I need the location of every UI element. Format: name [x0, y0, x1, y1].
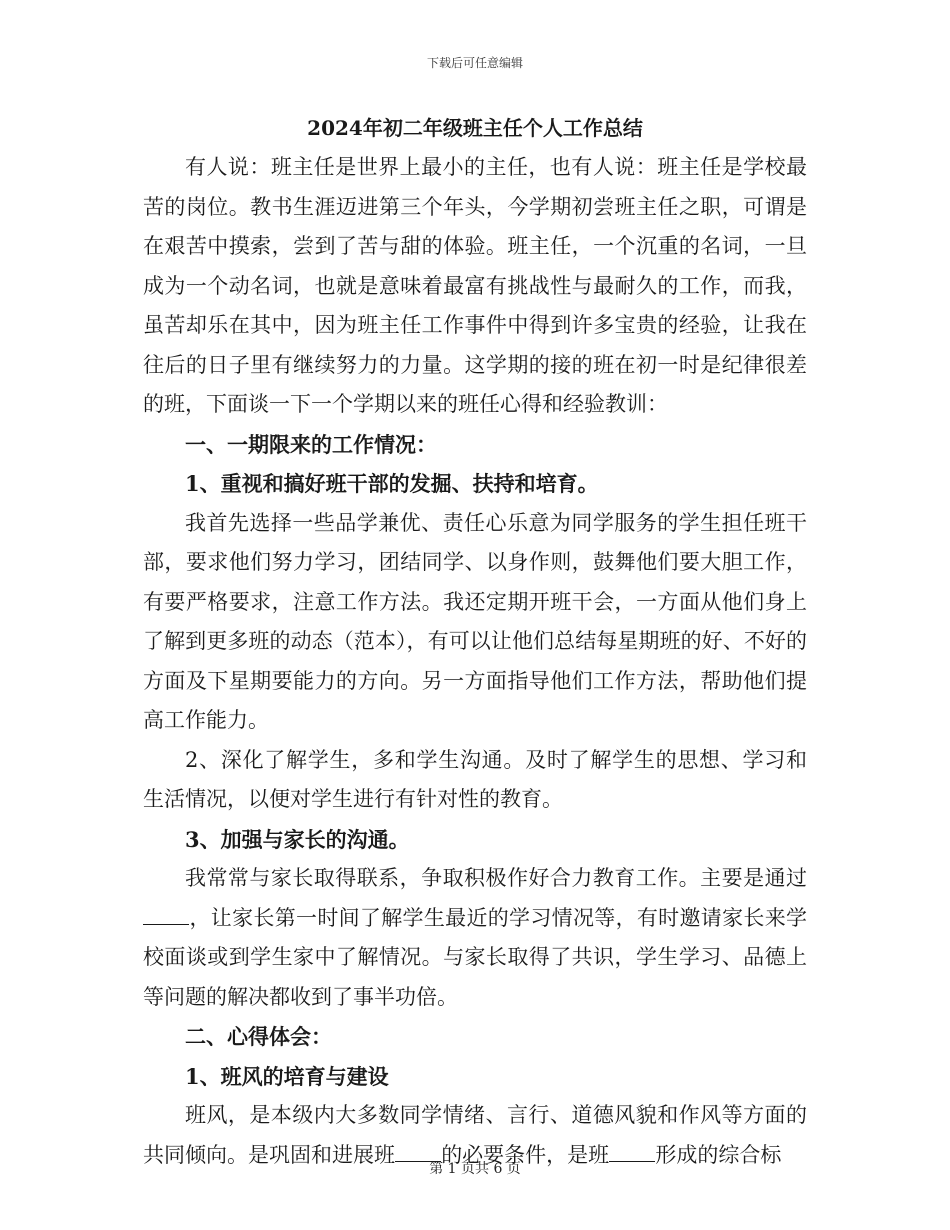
section-1-heading: 一、一期限来的工作情况：	[185, 431, 437, 457]
paragraph-text: ，让家长第一时间了解学生最近的学习情况等，有时邀请家长来学校面谈或到学生家中了解情况。与家长取得了共识，学生学习、品德上等问题的解决都收到了事半功倍。	[143, 905, 807, 1009]
fill-blank	[143, 904, 189, 925]
paragraph-text: 班风，是本级内大多数同学情绪、言行、道德风貌和作风等方面的共同倾向。是巩固和进展班	[143, 1103, 807, 1167]
section-1-item-1-paragraph: 我首先选择一些品学兼优、责任心乐意为同学服务的学生担任班干部，要求他们努力学习，团结同学、以身作则，鼓舞他们要大胆工作，有要严格要求，注意工作方法。我还定期开班干会，一方面从他们身上了解到更多班的动态（范本），有可以让他们总结每星期班的好、不好的方面及下星期要能力的方向。另一方面指导他们工作方法，帮助他们提高工作能力。	[143, 510, 807, 732]
section-2-item-1-heading: 1、班风的培育与建设	[185, 1063, 389, 1089]
document-title: 2024年初二年级班主任个人工作总结	[307, 116, 643, 140]
section-2-heading: 二、心得体会：	[185, 1024, 332, 1049]
paragraph-text: 的必要条件，是班	[441, 1142, 610, 1167]
intro-paragraph: 有人说：班主任是世界上最小的主任，也有人说：班主任是学校最苦的岗位。教书生涯迈进第三个年头，今学期初尝班主任之职，可谓是在艰苦中摸索，尝到了苦与甜的体验。班主任，一个沉重的名词，一旦成为一个动名词，也就是意味着最富有挑战性与最耐久的工作，而我，虽苦却乐在其中，因为班主任工作事件中得到许多宝贵的经验，让我在往后的日子里有继续努力的力量。这学期的接的班在初一时是纪律很差的班，下面谈一下一个学期以来的班任心得和经验教训：	[143, 155, 807, 416]
section-1-item-1-heading: 1、重视和搞好班干部的发掘、扶持和培育。	[185, 471, 599, 496]
section-1-item-2-paragraph: 2、深化了解学生，多和学生沟通。及时了解学生的思想、学习和生活情况，以便对学生进行有针对性的教育。	[143, 747, 807, 811]
section-1-item-3-paragraph	[143, 859, 807, 1017]
page-footer: 第 1 页共 6 页	[429, 1161, 521, 1177]
section-1-item-3-heading: 3、加强与家长的沟通。	[185, 826, 410, 852]
paragraph-text: 形成的综合标	[655, 1142, 782, 1167]
document-body	[143, 110, 807, 1175]
page-header: 下载后可任意编辑	[426, 56, 523, 70]
paragraph-text: 我常常与家长取得联系，争取积极作好合力教育工作。主要是通过	[185, 866, 807, 890]
